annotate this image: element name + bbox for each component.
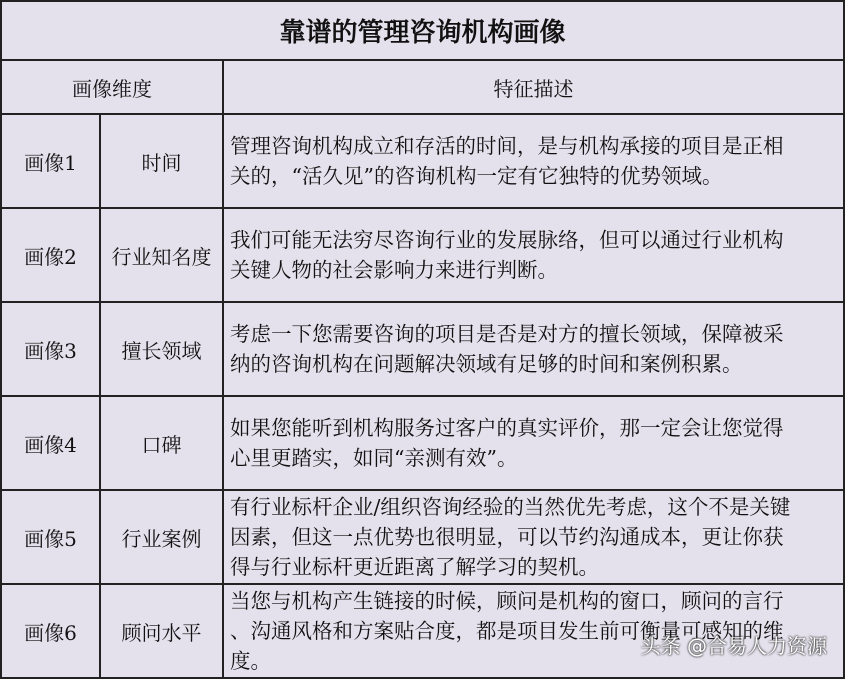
description-line: 当您与机构产生链接的时候，顾问是机构的窗口，顾问的言行 <box>230 589 784 613</box>
description-text <box>230 131 784 191</box>
row-id: 画像5 <box>0 491 101 585</box>
watermark: 头条 @合易人力资源 <box>640 634 827 658</box>
description-text <box>230 492 790 582</box>
description-line: 有行业标杆企业/组织咨询经验的当然优先考虑，这个不是关键 <box>230 495 791 519</box>
description-text <box>230 225 784 285</box>
row-dimension: 口碑 <box>101 397 224 491</box>
row-id: 画像2 <box>0 209 101 303</box>
row-description <box>224 491 845 585</box>
description-line: 度。 <box>230 649 271 673</box>
description-line: 心里更踏实，如同“亲测有效”。 <box>230 446 518 470</box>
description-text <box>230 413 784 473</box>
description-line: 纳的咨询机构在问题解决领域有足够的时间和案例积累。 <box>230 352 743 376</box>
row-id: 画像3 <box>0 303 101 397</box>
description-line: 考虑一下您需要咨询的项目是否是对方的擅长领域，保障被采 <box>230 322 784 346</box>
row-dimension: 行业案例 <box>101 491 224 585</box>
header-description: 特征描述 <box>224 61 845 115</box>
row-id: 画像4 <box>0 397 101 491</box>
row-description <box>224 115 845 209</box>
description-line: 因素，但这一点优势也很明显，可以节约沟通成本，更让你获 <box>230 525 784 549</box>
row-description <box>224 209 845 303</box>
row-dimension: 擅长领域 <box>101 303 224 397</box>
row-dimension: 顾问水平 <box>101 585 224 679</box>
description-line: 关的，“活久见”的咨询机构一定有它独特的优势领域。 <box>230 164 723 188</box>
description-line: 关键人物的社会影响力来进行判断。 <box>230 258 558 282</box>
row-dimension: 行业知名度 <box>101 209 224 303</box>
row-description <box>224 397 845 491</box>
description-line: 管理咨询机构成立和存活的时间，是与机构承接的项目是正相 <box>230 134 784 158</box>
row-id: 画像6 <box>0 585 101 679</box>
row-dimension: 时间 <box>101 115 224 209</box>
row-description <box>224 303 845 397</box>
table-title: 靠谱的管理咨询机构画像 <box>0 0 845 61</box>
description-line: 、沟通风格和方案贴合度，都是项目发生前可衡量可感知的维 <box>230 619 784 643</box>
header-dimension: 画像维度 <box>0 61 224 115</box>
row-id: 画像1 <box>0 115 101 209</box>
description-text <box>230 319 784 379</box>
description-line: 我们可能无法穷尽咨询行业的发展脉络，但可以通过行业机构 <box>230 228 784 252</box>
description-line: 如果您能听到机构服务过客户的真实评价，那一定会让您觉得 <box>230 416 784 440</box>
description-line: 得与行业标杆更近距离了解学习的契机。 <box>230 555 599 579</box>
